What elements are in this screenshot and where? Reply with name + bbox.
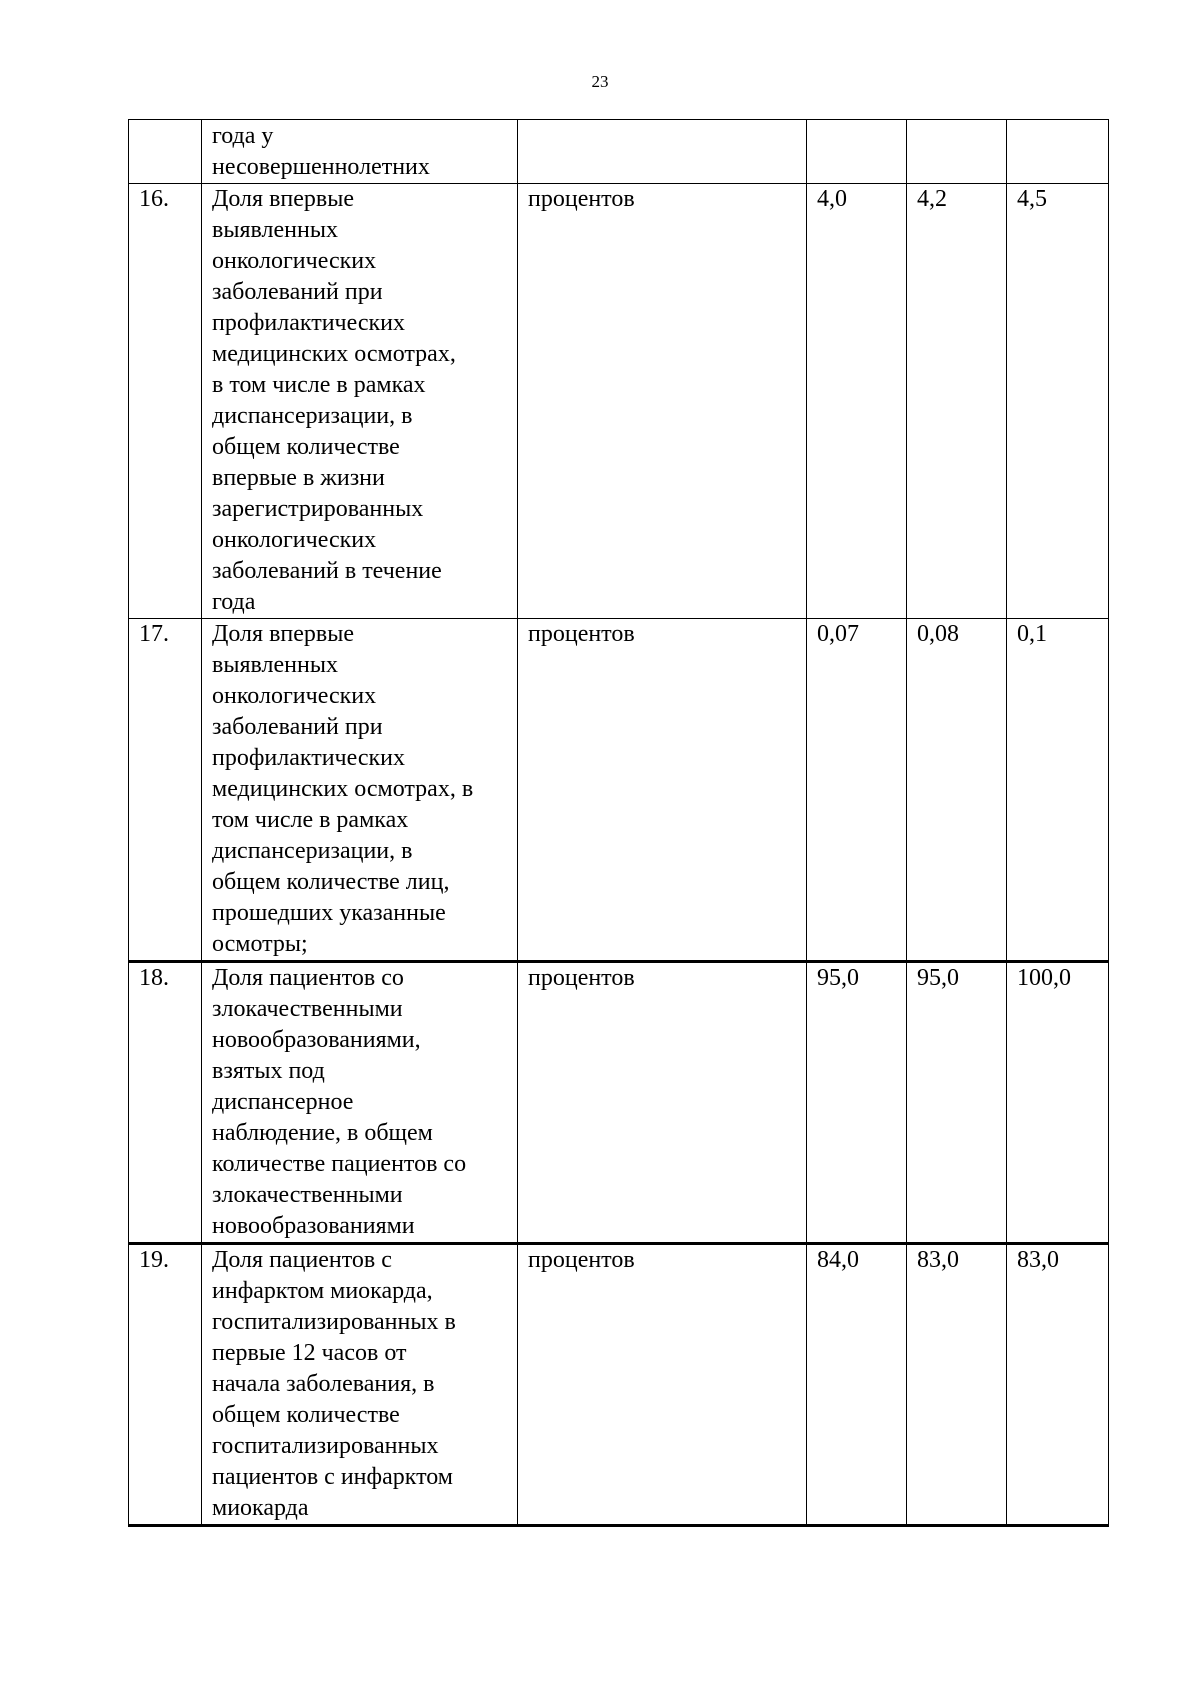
value-year-3: 0,1	[1007, 619, 1109, 962]
indicator-name: Доля впервые выявленных онкологических заболеваний при профилактических медицинских осмотрах, в том числе в рамках диспансеризации, в общем количестве впервые в жизни зарегистрированных онкологических заболеваний в течение года	[202, 184, 518, 619]
row-number: 16.	[129, 184, 202, 619]
unit-of-measure: процентов	[518, 962, 807, 1244]
unit-of-measure: процентов	[518, 184, 807, 619]
row-number	[129, 120, 202, 184]
indicator-name: Доля пациентов со злокачественными новообразованиями, взятых под диспансерное наблюдение, в общем количестве пациентов со злокачественными новообразованиями	[202, 962, 518, 1244]
value-year-3: 100,0	[1007, 962, 1109, 1244]
indicator-name: года у несовершеннолетних	[202, 120, 518, 184]
table-row	[129, 619, 1109, 962]
unit-of-measure	[518, 120, 807, 184]
value-year-2	[907, 120, 1007, 184]
page-number: 23	[591, 72, 609, 91]
indicators-table	[128, 119, 1109, 1527]
value-year-2: 4,2	[907, 184, 1007, 619]
indicator-name: Доля впервые выявленных онкологических заболеваний при профилактических медицинских осмотрах, в том числе в рамках диспансеризации, в общем количестве лиц, прошедших указанные осмотры;	[202, 619, 518, 962]
table-row	[129, 120, 1109, 184]
unit-of-measure: процентов	[518, 619, 807, 962]
table-row	[129, 962, 1109, 1244]
table-row	[129, 1244, 1109, 1526]
value-year-1: 84,0	[807, 1244, 907, 1526]
value-year-3	[1007, 120, 1109, 184]
indicator-name: Доля пациентов с инфарктом миокарда, госпитализированных в первые 12 часов от начала заболевания, в общем количестве госпитализированных пациентов с инфарктом миокарда	[202, 1244, 518, 1526]
table-row	[129, 184, 1109, 619]
value-year-1	[807, 120, 907, 184]
value-year-2: 95,0	[907, 962, 1007, 1244]
value-year-2: 83,0	[907, 1244, 1007, 1526]
value-year-1: 0,07	[807, 619, 907, 962]
row-number: 18.	[129, 962, 202, 1244]
value-year-2: 0,08	[907, 619, 1007, 962]
value-year-1: 4,0	[807, 184, 907, 619]
unit-of-measure: процентов	[518, 1244, 807, 1526]
value-year-3: 4,5	[1007, 184, 1109, 619]
value-year-1: 95,0	[807, 962, 907, 1244]
value-year-3: 83,0	[1007, 1244, 1109, 1526]
row-number: 17.	[129, 619, 202, 962]
row-number: 19.	[129, 1244, 202, 1526]
